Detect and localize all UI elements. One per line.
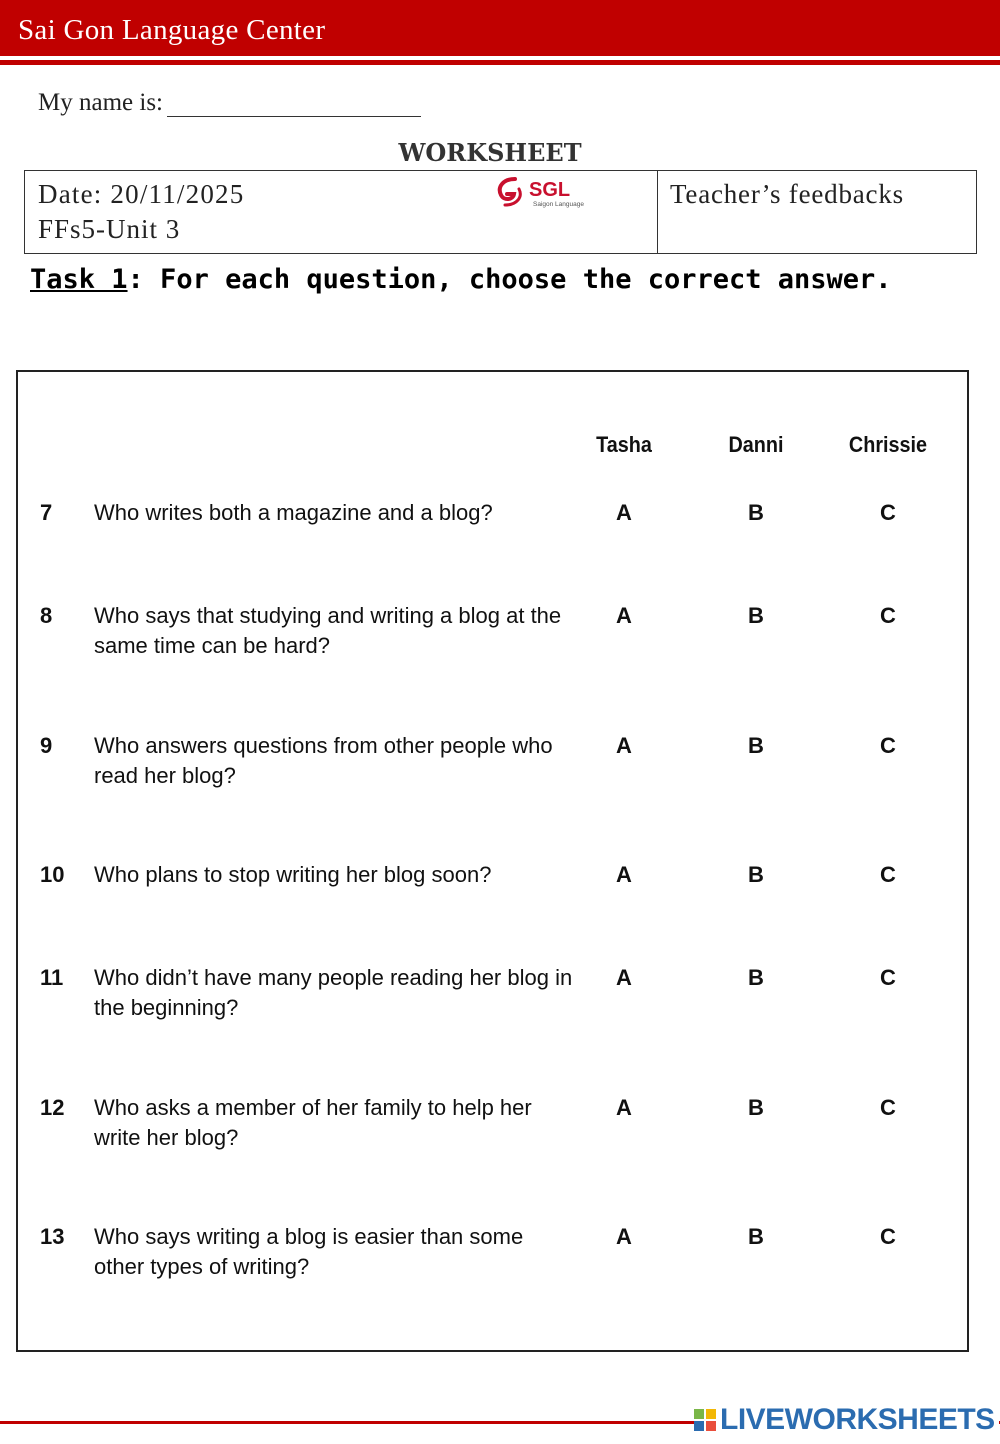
answer-option-a[interactable]: A <box>616 500 632 525</box>
answer-option-c[interactable]: C <box>880 1095 896 1120</box>
info-table <box>24 170 977 254</box>
task-instruction <box>30 264 892 295</box>
question-text <box>94 601 574 661</box>
question-number: 12 <box>40 1095 65 1120</box>
liveworksheets-blocks-icon <box>694 1409 716 1431</box>
question-number: 7 <box>40 500 53 525</box>
answer-option-b[interactable]: B <box>748 1224 764 1249</box>
column-head-danni: Danni <box>728 432 784 457</box>
answer-option-c[interactable]: C <box>880 965 896 990</box>
question-box <box>16 370 969 1352</box>
column-head-tasha: Tasha <box>596 432 652 457</box>
question-text <box>94 731 574 791</box>
liveworksheets-brand: LIVEWORKSHEETS <box>720 1403 995 1436</box>
info-unit: FFs5-Unit 3 <box>38 214 181 244</box>
question-text-line: same time can be hard? <box>94 633 331 658</box>
question-text-line: read her blog? <box>94 763 236 788</box>
answer-option-a[interactable]: A <box>616 1224 632 1249</box>
answer-option-b[interactable]: B <box>748 965 764 990</box>
answer-option-c[interactable]: C <box>880 862 896 887</box>
question-text-line: Who didn’t have many people reading her blog in <box>94 965 573 990</box>
answer-option-a[interactable]: A <box>616 733 632 758</box>
question-number: 13 <box>40 1224 65 1249</box>
info-date: Date: 20/11/2025 <box>38 179 245 209</box>
teacher-feedback-label: Teacher’s feedbacks <box>670 179 904 209</box>
answer-option-a[interactable]: A <box>616 862 632 887</box>
answer-option-b[interactable]: B <box>748 862 764 887</box>
question-text <box>94 1222 574 1282</box>
info-left-cell <box>25 171 658 253</box>
question-number: 11 <box>40 965 64 990</box>
answer-option-c[interactable]: C <box>880 733 896 758</box>
question-text <box>94 1093 574 1153</box>
answer-option-c[interactable]: C <box>880 500 896 525</box>
worksheet-title: WORKSHEET <box>398 138 582 167</box>
question-text-line: Who asks a member of her family to help her <box>94 1095 532 1120</box>
answer-option-b[interactable]: B <box>748 1095 764 1120</box>
question-text <box>94 498 574 528</box>
question-number: 10 <box>40 862 65 887</box>
question-text-line: Who writes both a magazine and a blog? <box>94 500 493 525</box>
task-text: : For each question, choose the correct answer. <box>127 264 892 295</box>
name-row <box>38 88 421 117</box>
answer-option-c[interactable]: C <box>880 1224 896 1249</box>
task-label: Task 1 <box>30 264 128 295</box>
answer-option-b[interactable]: B <box>748 733 764 758</box>
header-title: Sai Gon Language Center <box>18 14 326 46</box>
question-text-line: Who answers questions from other people who <box>94 733 553 758</box>
question-text-line: other types of writing? <box>94 1254 310 1279</box>
name-input-line[interactable] <box>167 88 421 117</box>
answer-option-a[interactable]: A <box>616 965 632 990</box>
answer-option-a[interactable]: A <box>616 1095 632 1120</box>
answer-option-b[interactable]: B <box>748 603 764 628</box>
question-number: 9 <box>40 733 53 758</box>
column-head-chrissie: Chrissie <box>848 432 928 457</box>
logo-text: SGL <box>529 179 571 201</box>
question-text-line: Who says that studying and writing a blog at the <box>94 603 562 628</box>
question-text-line: Who says writing a blog is easier than some <box>94 1224 524 1249</box>
question-text-line: the beginning? <box>94 995 239 1020</box>
sgl-logo-icon <box>493 175 593 209</box>
liveworksheets-logo <box>694 1403 999 1437</box>
question-text-line: write her blog? <box>94 1125 239 1150</box>
name-label: My name is: <box>38 89 163 116</box>
logo-subtext: Saigon Language <box>533 201 584 208</box>
answer-option-c[interactable]: C <box>880 603 896 628</box>
header-rule <box>0 60 1000 65</box>
question-text-line: Who plans to stop writing her blog soon? <box>94 862 492 887</box>
question-text <box>94 963 574 1023</box>
answer-option-a[interactable]: A <box>616 603 632 628</box>
answer-option-b[interactable]: B <box>748 500 764 525</box>
question-number: 8 <box>40 603 53 628</box>
question-text <box>94 860 574 890</box>
